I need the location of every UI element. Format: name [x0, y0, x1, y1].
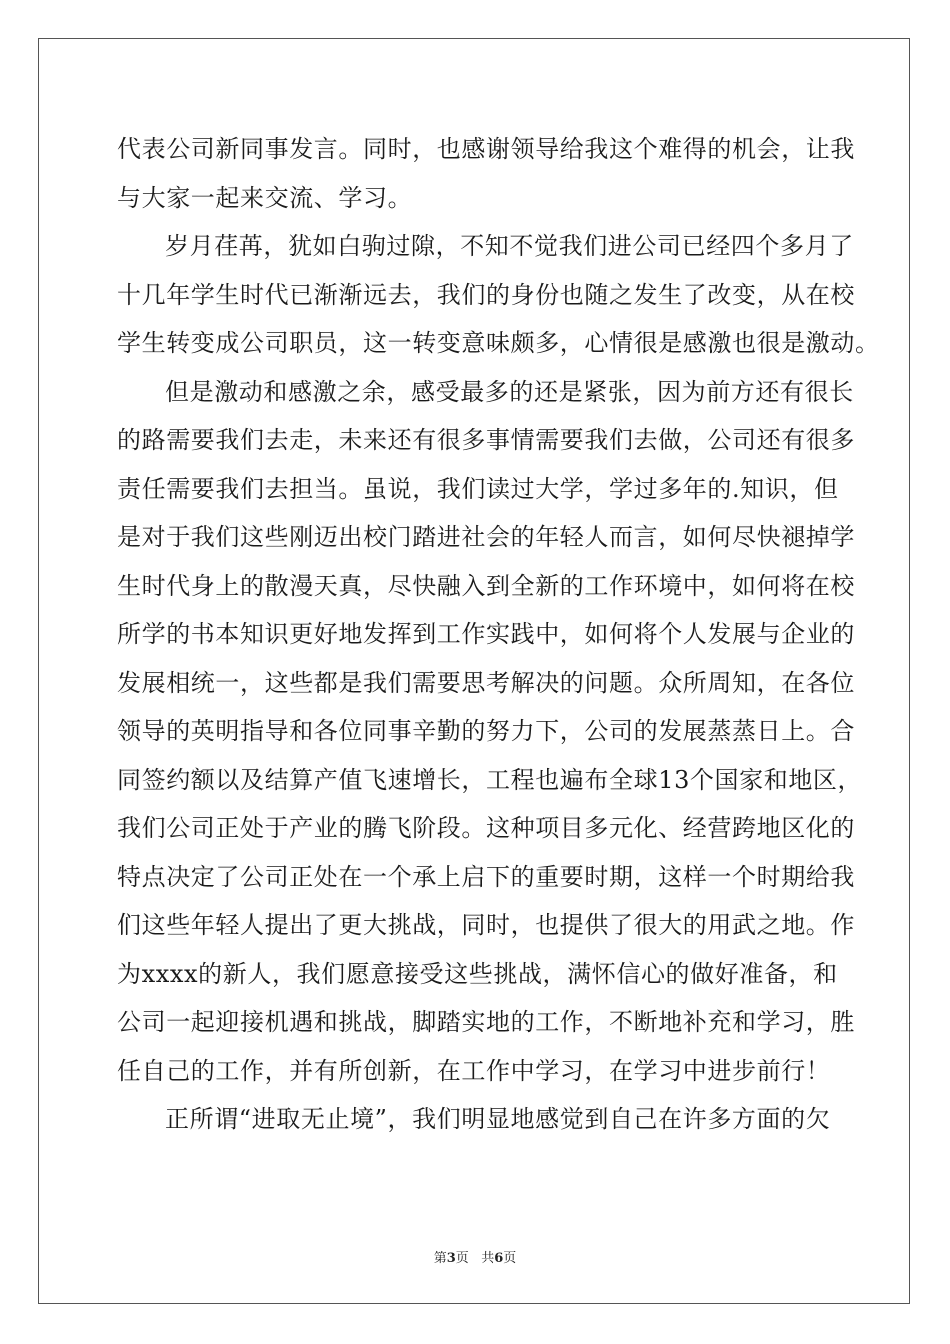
text-line: 与大家一起来交流、学习。 — [117, 183, 413, 212]
text-line: 的路需要我们去走，未来还有很多事情需要我们去做，公司还有很多 — [117, 426, 855, 454]
text-line: 发展相统一，这些都是我们需要思考解决的问题。众所周知，在各位 — [117, 668, 855, 697]
text-line: 岁月荏苒，犹如白驹过隙，不知不觉我们进公司已经四个多月了 — [165, 232, 854, 260]
text-line: 特点决定了公司正处在一个承上启下的重要时期，这样一个时期给我 — [117, 862, 855, 891]
text-line: 学生转变成公司职员，这一转变意味颇多，心情很是感激也很是激动。 — [117, 329, 880, 357]
text-line: 们这些年轻人提出了更大挑战，同时，也提供了很大的用武之地。作 — [117, 911, 855, 939]
total-pages-prefix: 共 — [481, 1251, 495, 1266]
text-line: 同签约额以及结算产值飞速增长，工程也遍布全球13个国家和地区， — [117, 765, 863, 794]
text-line: 但是激动和感激之余，感受最多的还是紧张，因为前方还有很长 — [165, 377, 854, 406]
page-footer — [0, 1247, 950, 1266]
text-line: 生时代身上的散漫天真，尽快融入到全新的工作环境中，如何将在校 — [117, 571, 855, 600]
text-line: 十几年学生时代已渐渐远去，我们的身份也随之发生了改变，从在校 — [117, 280, 855, 309]
text-line: 任自己的工作，并有所创新，在工作中学习，在学习中进步前行！ — [117, 1056, 831, 1085]
text-line: 所学的书本知识更好地发挥到工作实践中，如何将个人发展与企业的 — [117, 620, 855, 648]
page-number-suffix: 页 — [455, 1251, 469, 1266]
document-body — [117, 125, 880, 1144]
text-line: 领导的英明指导和各位同事辛勤的努力下，公司的发展蒸蒸日上。合 — [117, 717, 855, 745]
text-line: 代表公司新同事发言。同时，也感谢领导给我这个难得的机会，让我 — [117, 135, 855, 163]
text-line: 责任需要我们去担当。虽说，我们读过大学，学过多年的.知识，但 — [117, 474, 839, 503]
text-line: 我们公司正处于产业的腾飞阶段。这种项目多元化、经营跨地区化的 — [117, 814, 855, 842]
text-line: 为xxxx的新人，我们愿意接受这些挑战，满怀信心的做好准备，和 — [117, 959, 838, 988]
total-pages-suffix: 页 — [503, 1251, 517, 1266]
page-number-prefix: 第 — [433, 1251, 447, 1266]
text-line: 是对于我们这些刚迈出校门踏进社会的年轻人而言，如何尽快褪掉学 — [117, 523, 855, 551]
current-page-number: 3 — [446, 1251, 456, 1266]
total-page-count: 6 — [494, 1251, 504, 1266]
text-line: 公司一起迎接机遇和挑战，脚踏实地的工作，不断地补充和学习，胜 — [117, 1008, 855, 1036]
text-line: 正所谓“进取无止境”，我们明显地感觉到自己在许多方面的欠 — [165, 1105, 831, 1133]
